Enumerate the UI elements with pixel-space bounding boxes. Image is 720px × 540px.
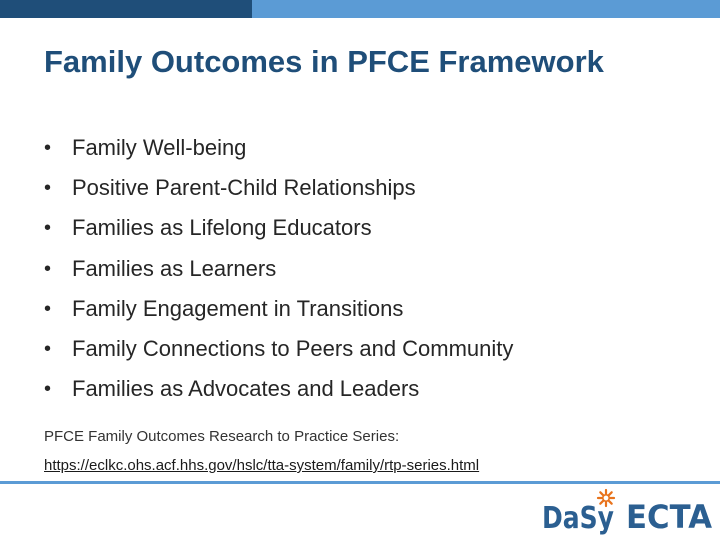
bullet-icon: •: [44, 378, 52, 401]
bullet-icon: •: [44, 137, 52, 159]
bottom-divider: [0, 481, 720, 484]
bullet-icon: •: [44, 297, 52, 320]
outcome-item-label: Families as Lifelong Educators: [72, 215, 372, 241]
top-bar-light-segment: [252, 0, 720, 18]
slide-title: Family Outcomes in PFCE Framework: [44, 44, 604, 79]
outcome-item-label: Family Engagement in Transitions: [72, 295, 404, 321]
dasy-ecta-logo: [540, 486, 716, 538]
ecta-wordmark: ECTA: [626, 498, 713, 536]
outcome-item-label: Family Well-being: [72, 135, 247, 160]
bullet-icon: •: [44, 217, 52, 240]
bullet-icon: •: [44, 257, 52, 280]
outcome-item-label: Family Connections to Peers and Community: [72, 335, 514, 361]
outcome-item-label: Positive Parent-Child Relationships: [72, 175, 416, 201]
outcome-item-label: Families as Learners: [72, 255, 277, 281]
series-label: PFCE Family Outcomes Research to Practice Series:: [44, 428, 400, 445]
bullet-icon: •: [44, 337, 52, 360]
top-bar-dark-segment: [0, 0, 252, 18]
series-link[interactable]: https://eclkc.ohs.acf.hhs.gov/hslc/tta-system/family/rtp-series.html: [44, 457, 480, 474]
outcome-item-label: Families as Advocates and Leaders: [72, 376, 420, 402]
bullet-icon: •: [44, 177, 52, 200]
dasy-wordmark: DaSy: [542, 501, 615, 536]
